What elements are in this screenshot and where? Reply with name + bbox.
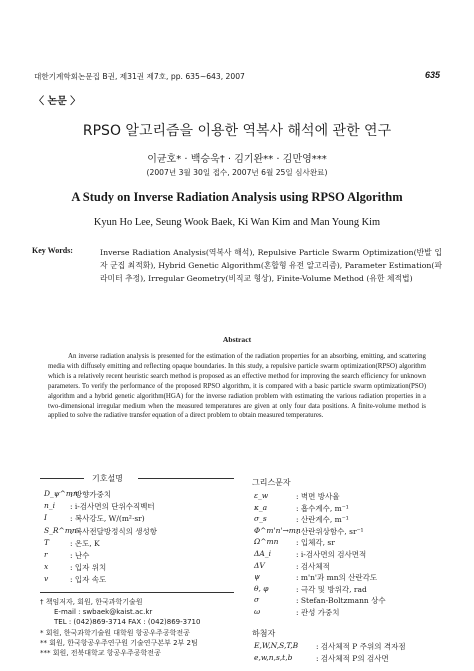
abstract-text: An inverse radiation analysis is presented for the estimation of the radiation properties for an absorbing, emitting, and scattering media with diffusely emitting and reflecting opaque boundaries. In this study, a repulsive particle swarm optimization(RPSO) algorithm which is a relatively recent heuristic search method is proposed as an effective method for improving the search efficiency for unknown parameters. To verify the performance of the proposed RPSO algorithm, it is compared with a basic particle swarm optimization(PSO) algorithm and a hybrid genetic algorithm(HGA) for the inverse radiation problem with estimating the various radiation properties in a two-dimensional irregular medium when the measured temperatures are given at only four data positions. A finite-volume method is applied to solve the radiative transfer equation of a direct problem to obtain measured temperatures. xyxy=(48,353,426,420)
nomenclature-symbol: n_i xyxy=(44,501,55,511)
nomenclature-description: : 온도, K xyxy=(70,538,100,548)
keywords-label: Key Words: xyxy=(32,246,73,255)
greek-symbol: θ, φ xyxy=(254,583,269,593)
footnote-line: † 책임저자, 회원, 한국과학기술원 xyxy=(40,598,143,606)
footnote-line: * 회원, 한국과학기술원 대학원 항공우주공학전공 xyxy=(40,628,190,637)
greek-symbol: Φ^m'n'→mn xyxy=(254,525,301,535)
nomenclature-list xyxy=(44,489,234,589)
greek-description: : i-검사면의 검사면적 xyxy=(296,550,367,559)
nomenclature-title: 기호설명 xyxy=(92,474,123,483)
greek-symbol: κ_a xyxy=(254,502,268,512)
nomenclature-description: : 복사강도, W/(m²·sr) xyxy=(70,514,145,524)
nomenclature-symbol: S_R^mn xyxy=(44,525,77,535)
subscript-description: : 검사체적 P의 검사면 xyxy=(316,653,389,663)
greek-description: : 흡수계수, m⁻¹ xyxy=(296,503,349,513)
nomenclature-description: : 난수 xyxy=(70,551,90,560)
english-authors: Kyun Ho Lee, Seung Wook Baek, Ki Wan Kim and Man Young Kim xyxy=(93,217,381,228)
nomenclature-symbol: x xyxy=(44,562,49,572)
abstract-heading: Abstract xyxy=(222,335,252,344)
greek-symbol: Ω^mn xyxy=(254,537,279,547)
greek-description: : 벽면 방사율 xyxy=(296,492,340,501)
nomenclature-description: : 입자 위치 xyxy=(70,563,107,573)
footnotes xyxy=(40,597,234,658)
subscript-symbol: E,W,N,S,T,B xyxy=(254,641,299,650)
footnote-line: TEL : (042)869-3714 FAX : (042)869-3710 xyxy=(54,618,201,627)
section-label: 〈 논문 〉 xyxy=(34,96,81,107)
page-number: 635 xyxy=(424,70,440,80)
english-title: A Study on Inverse Radiation Analysis using RPSO Algorithm xyxy=(71,190,403,204)
nomenclature-description: : i-검사면의 단위수직벡터 xyxy=(70,502,155,512)
greek-title: 그리스문자 xyxy=(252,478,291,487)
greek-description: : 극각 및 방위각, rad xyxy=(296,584,367,594)
greek-description: : Stefan-Boltzmann 상수 xyxy=(296,596,386,606)
greek-symbol: ΔA_i xyxy=(254,549,271,558)
footnote-rule xyxy=(40,592,234,593)
nomenclature-symbol: I xyxy=(44,513,47,523)
nomenclature-description: : 복사전달방정식의 생성항 xyxy=(70,526,157,536)
greek-description: : 관성 가중치 xyxy=(296,608,340,617)
subscripts-title: 하첨자 xyxy=(252,629,276,638)
subscript-symbol: e,w,n,s,t,b xyxy=(254,652,293,662)
greek-symbol: ΔV xyxy=(254,560,265,570)
nomenclature-symbol: D_ψ^mn xyxy=(44,489,78,498)
greek-description: : 입체각, sr xyxy=(296,538,335,548)
journal-citation: 대한기계학회논문집 B권, 제31권 제7호, pp. 635~643, 2007 xyxy=(34,72,245,81)
subscript-description: : 검사체적 P 주위의 격자점 xyxy=(316,642,406,651)
greek-symbol: ω xyxy=(254,607,261,616)
nomenclature-symbol: v xyxy=(44,574,49,584)
footnote-line: *** 회원, 전북대학교 항공우주공학전공 xyxy=(40,649,161,658)
nomenclature-symbol: r xyxy=(44,550,48,559)
nomenclature-rule-left xyxy=(40,478,84,479)
greek-description: : 산란위상함수, sr⁻¹ xyxy=(296,526,364,536)
greek-symbol: ψ xyxy=(254,572,260,582)
subscripts-list xyxy=(254,641,464,667)
greek-description: : 검사체적 xyxy=(296,561,330,571)
greek-description: : m'n'과 mn의 산란각도 xyxy=(296,573,378,583)
received-dates: (2007년 3월 30일 접수, 2007년 6월 25일 심사완료) xyxy=(146,168,328,177)
keywords-text: Inverse Radiation Analysis(역복사 해석), Repulsive Particle Swarm Optimization(반발 입자 군집 최적화), Hybrid Genetic Algorithm(혼합형 유전 알고리즘), Parameter Estimation(파라미터 추정), Irregular Geometry(비직교 형상), Finite-Volume Method (유한 체적법) xyxy=(100,248,442,283)
footnote-line: ** 회원, 한국항공우주연구원 기술연구본부 2부 2팀 xyxy=(40,638,198,647)
korean-authors: 이균호* · 백승욱† · 김기완** · 김만영*** xyxy=(147,154,327,165)
nomenclature-description: : 입자 속도 xyxy=(70,575,107,585)
greek-symbol: ε_w xyxy=(254,491,269,500)
nomenclature-symbol: T xyxy=(44,537,50,547)
footnote-line: E-mail : swbaek@kaist.ac.kr xyxy=(54,608,153,617)
greek-symbol: σ xyxy=(254,595,260,605)
greek-list xyxy=(254,491,454,621)
nomenclature-description: : 방향가중치 xyxy=(70,490,112,499)
nomenclature-rule-right xyxy=(138,478,234,479)
greek-description: : 산란계수, m⁻¹ xyxy=(296,515,349,525)
korean-title: RPSO 알고리즘을 이용한 역복사 해석에 관한 연구 xyxy=(82,123,392,139)
greek-symbol: σ_s xyxy=(254,514,267,524)
